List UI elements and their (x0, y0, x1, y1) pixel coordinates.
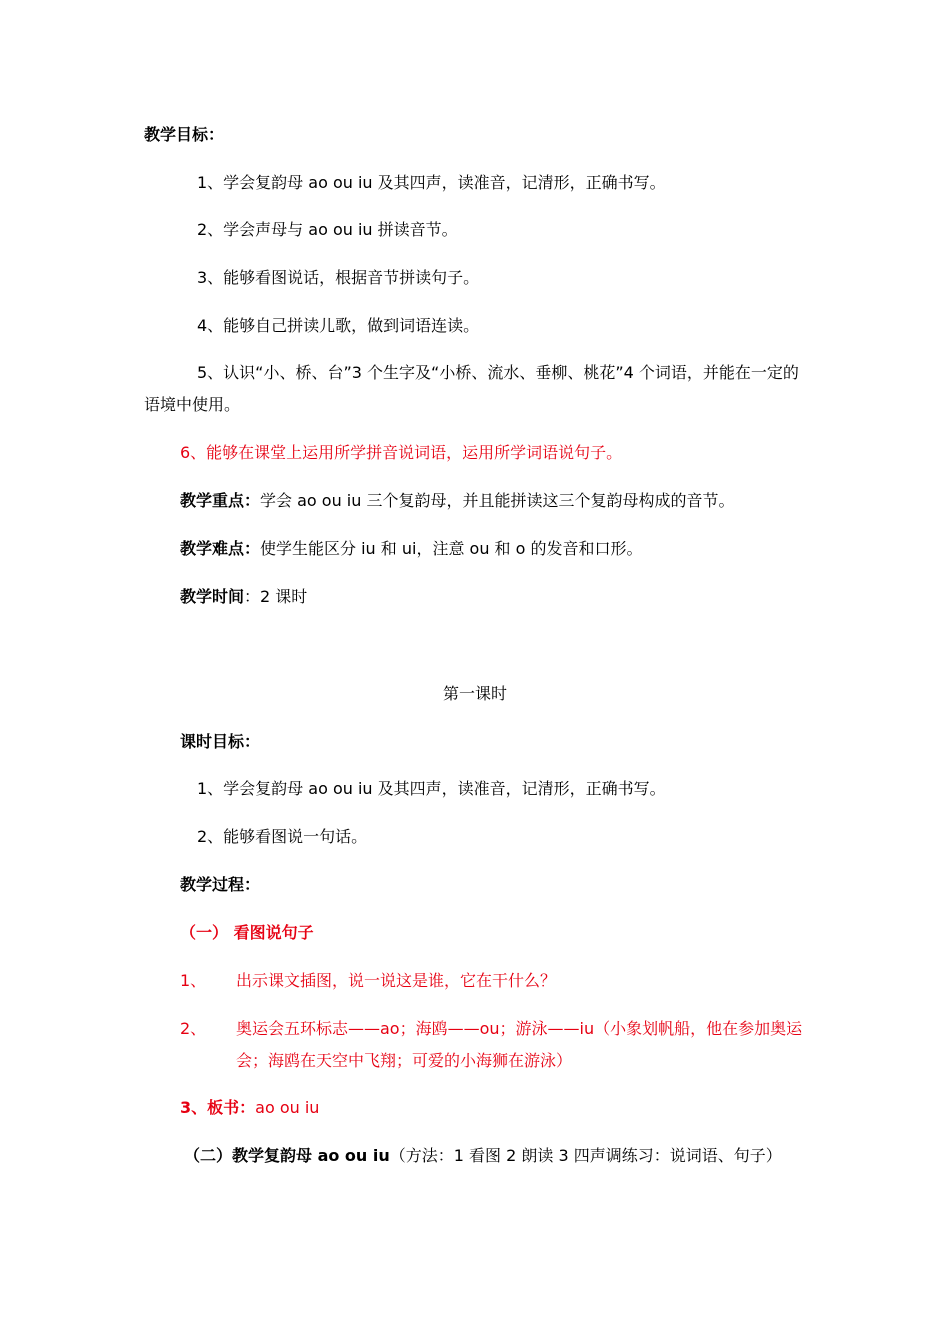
board-text: ao ou iu (255, 1098, 320, 1117)
board-label: 3、板书： (180, 1098, 256, 1117)
section1-item-2-num: 2、 (180, 1019, 207, 1038)
key-point (180, 490, 734, 512)
objective-item-5: 5、认识“小、桥、台”3 个生字及“小桥、流水、垂柳、桃花”4 个词语，并能在一定的语境中使用。 (144, 363, 799, 414)
section1-item-2-text: 奥运会五环标志——ao；海鸥——ou；游泳——iu（小象划帆船，他在参加奥运会；海鸥在天空中飞翔；可爱的小海狮在游泳） (236, 1019, 803, 1070)
lesson-goal-item-1: 1、学会复韵母 ao ou iu 及其四声，读准音，记清形，正确书写。 (197, 779, 666, 798)
time-text: ：2 课时 (244, 587, 308, 606)
lesson-goals-heading: 课时目标： (180, 732, 261, 751)
section2-paragraph (144, 1140, 804, 1172)
objective-item-6: 6、能够在课堂上运用所学拼音说词语，运用所学词语说句子。 (180, 443, 623, 462)
section2-text: （方法：1 看图 2 朗读 3 四声调练习：说词语、句子） (389, 1146, 782, 1165)
section1-heading: （一） 看图说句子 (180, 923, 314, 942)
section1-item-1-text: 出示课文插图，说一说这是谁，它在干什么？ (236, 971, 557, 990)
objective-item-4: 4、能够自己拼读儿歌，做到词语连读。 (197, 316, 480, 335)
board-writing (180, 1097, 319, 1119)
lesson-goal-item-2: 2、能够看图说一句话。 (197, 827, 368, 846)
section2-heading: （二）教学复韵母 ao ou iu (184, 1146, 390, 1165)
objective-item-1: 1、学会复韵母 ao ou iu 及其四声，读准音，记清形，正确书写。 (197, 173, 666, 192)
objective-item-2: 2、学会声母与 ao ou iu 拼读音节。 (197, 220, 458, 239)
objectives-heading: 教学目标： (144, 125, 225, 144)
difficulty-text: 使学生能区分 iu 和 ui，注意 ou 和 o 的发音和口形。 (260, 539, 643, 558)
process-heading: 教学过程： (180, 875, 261, 894)
key-point-label: 教学重点： (180, 491, 261, 510)
difficulty (180, 538, 643, 560)
lesson-title: 第一课时 (442, 684, 507, 703)
section1-item-1-num: 1、 (180, 971, 207, 990)
objective-item-3: 3、能够看图说话，根据音节拼读句子。 (197, 268, 480, 287)
teaching-time (180, 586, 307, 608)
time-label: 教学时间 (180, 587, 245, 606)
difficulty-label: 教学难点： (180, 539, 261, 558)
key-point-text: 学会 ao ou iu 三个复韵母，并且能拼读这三个复韵母构成的音节。 (260, 491, 735, 510)
